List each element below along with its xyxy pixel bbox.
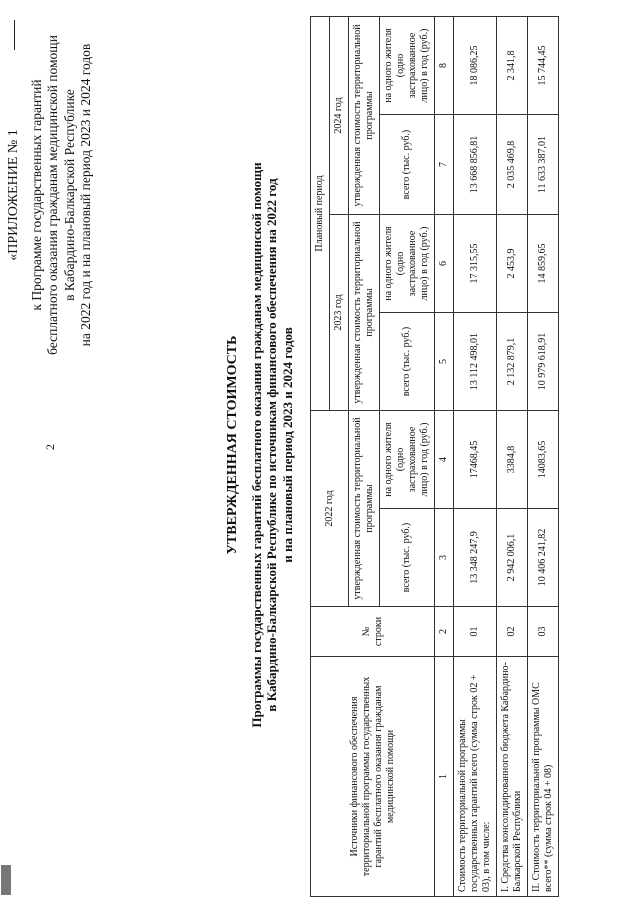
document-title: [225, 65, 295, 825]
title-line: Программы государственных гарантий бесплатного оказания гражданам медицинской помощи: [248, 162, 264, 728]
cell-value: 14 859,65: [528, 215, 559, 313]
column-number: 7: [435, 115, 454, 215]
cell-value: 2 341,8: [497, 17, 528, 115]
row-number: 01: [454, 607, 497, 657]
cell-value: 13 348 247,9: [454, 509, 497, 607]
header-planned-period: Плановый период: [311, 17, 330, 411]
title-line: в Кабардино-Балкарской Республике по источникам финансового обеспечения на 2022 год: [264, 178, 279, 712]
header-total-2023: всего (тыс. руб.): [380, 313, 435, 411]
row-number: 02: [497, 607, 528, 657]
column-number: 1: [435, 657, 454, 897]
cell-value: 2 942 006,1: [497, 509, 528, 607]
header-year-2024: 2024 год: [330, 17, 349, 215]
cell-value: 11 633 387,01: [528, 115, 559, 215]
annex-line: бесплатного оказания гражданам медицинской помощи: [45, 35, 60, 355]
header-approved-cost-2023: утвержденная стоимость территориальной программы: [349, 215, 380, 411]
row-label: I. Средства консолидированного бюджета Кабардино-Балкарской Республики: [497, 657, 528, 897]
header-per-person-2022: на одного жителя (одно застрахованное лицо) в год (руб.): [380, 411, 435, 509]
column-number-row: [435, 17, 454, 897]
table-row: [528, 17, 559, 897]
column-number: 2: [435, 607, 454, 657]
row-label: Стоимость территориальной программы государственных гарантий всего (сумма строк 02 + 03), в том числе:: [454, 657, 497, 897]
annex-title: «ПРИЛОЖЕНИЕ № 1: [6, 129, 21, 261]
header-approved-cost-2024: утвержденная стоимость территориальной программы: [349, 17, 380, 215]
column-number: 5: [435, 313, 454, 411]
header-per-person-2023: на одного жителя (одно застрахованное лицо) в год (руб.): [380, 215, 435, 313]
cell-value: 13 112 498,01: [454, 313, 497, 411]
cell-value: 10 406 241,82: [528, 509, 559, 607]
annex-line: в Кабардино-Балкарской Республике: [61, 89, 77, 301]
header-year-2023: 2023 год: [330, 215, 349, 411]
row-number: 03: [528, 607, 559, 657]
cell-value: 17468,45: [454, 411, 497, 509]
cell-value: 2 035 469,8: [497, 115, 528, 215]
annex-line: к Программе государственных гарантий: [28, 79, 44, 311]
cost-table: [310, 16, 559, 897]
title-heading: УТВЕРЖДЕННАЯ СТОИМОСТЬ: [225, 335, 240, 555]
cell-value: 15 744,45: [528, 17, 559, 115]
cell-value: 2 453,9: [497, 215, 528, 313]
column-number: 4: [435, 411, 454, 509]
header-total-2022: всего (тыс. руб.): [380, 509, 435, 607]
table-row: [454, 17, 497, 897]
cell-value: 10 979 618,91: [528, 313, 559, 411]
cell-value: 14083,65: [528, 411, 559, 509]
header-row-number: № строки: [311, 607, 435, 657]
cell-value: 3384,8: [497, 411, 528, 509]
page-number: 2: [43, 444, 57, 450]
cell-value: 13 668 856,81: [454, 115, 497, 215]
column-number: 8: [435, 17, 454, 115]
cell-value: 18 086,25: [454, 17, 497, 115]
cell-value: 17 315,55: [454, 215, 497, 313]
header-per-person-2024: на одного жителя (одно застрахованное лицо) в год (руб.): [380, 17, 435, 115]
header-total-2024: всего (тыс. руб.): [380, 115, 435, 215]
header-source: Источники финансового обеспечения территориальной программы государственных гарантий бесплатного оказания гражданам медицинской помощи: [311, 657, 435, 897]
cell-value: 2 132 879,1: [497, 313, 528, 411]
header-year-2022: 2022 год: [311, 411, 349, 607]
table-row: [497, 17, 528, 897]
column-number: 6: [435, 215, 454, 313]
annex-block: [6, 5, 95, 385]
column-number: 3: [435, 509, 454, 607]
header-approved-cost-2022: утвержденная стоимость территориальной программы: [349, 411, 380, 607]
row-label: II. Стоимость территориальной программы ОМС всего** (сумма строк 04 + 08): [528, 657, 559, 897]
title-line: и на плановый период 2023 и 2024 годов: [279, 327, 295, 563]
annex-line: на 2022 год и на плановый период 2023 и 2024 годов: [78, 43, 93, 347]
